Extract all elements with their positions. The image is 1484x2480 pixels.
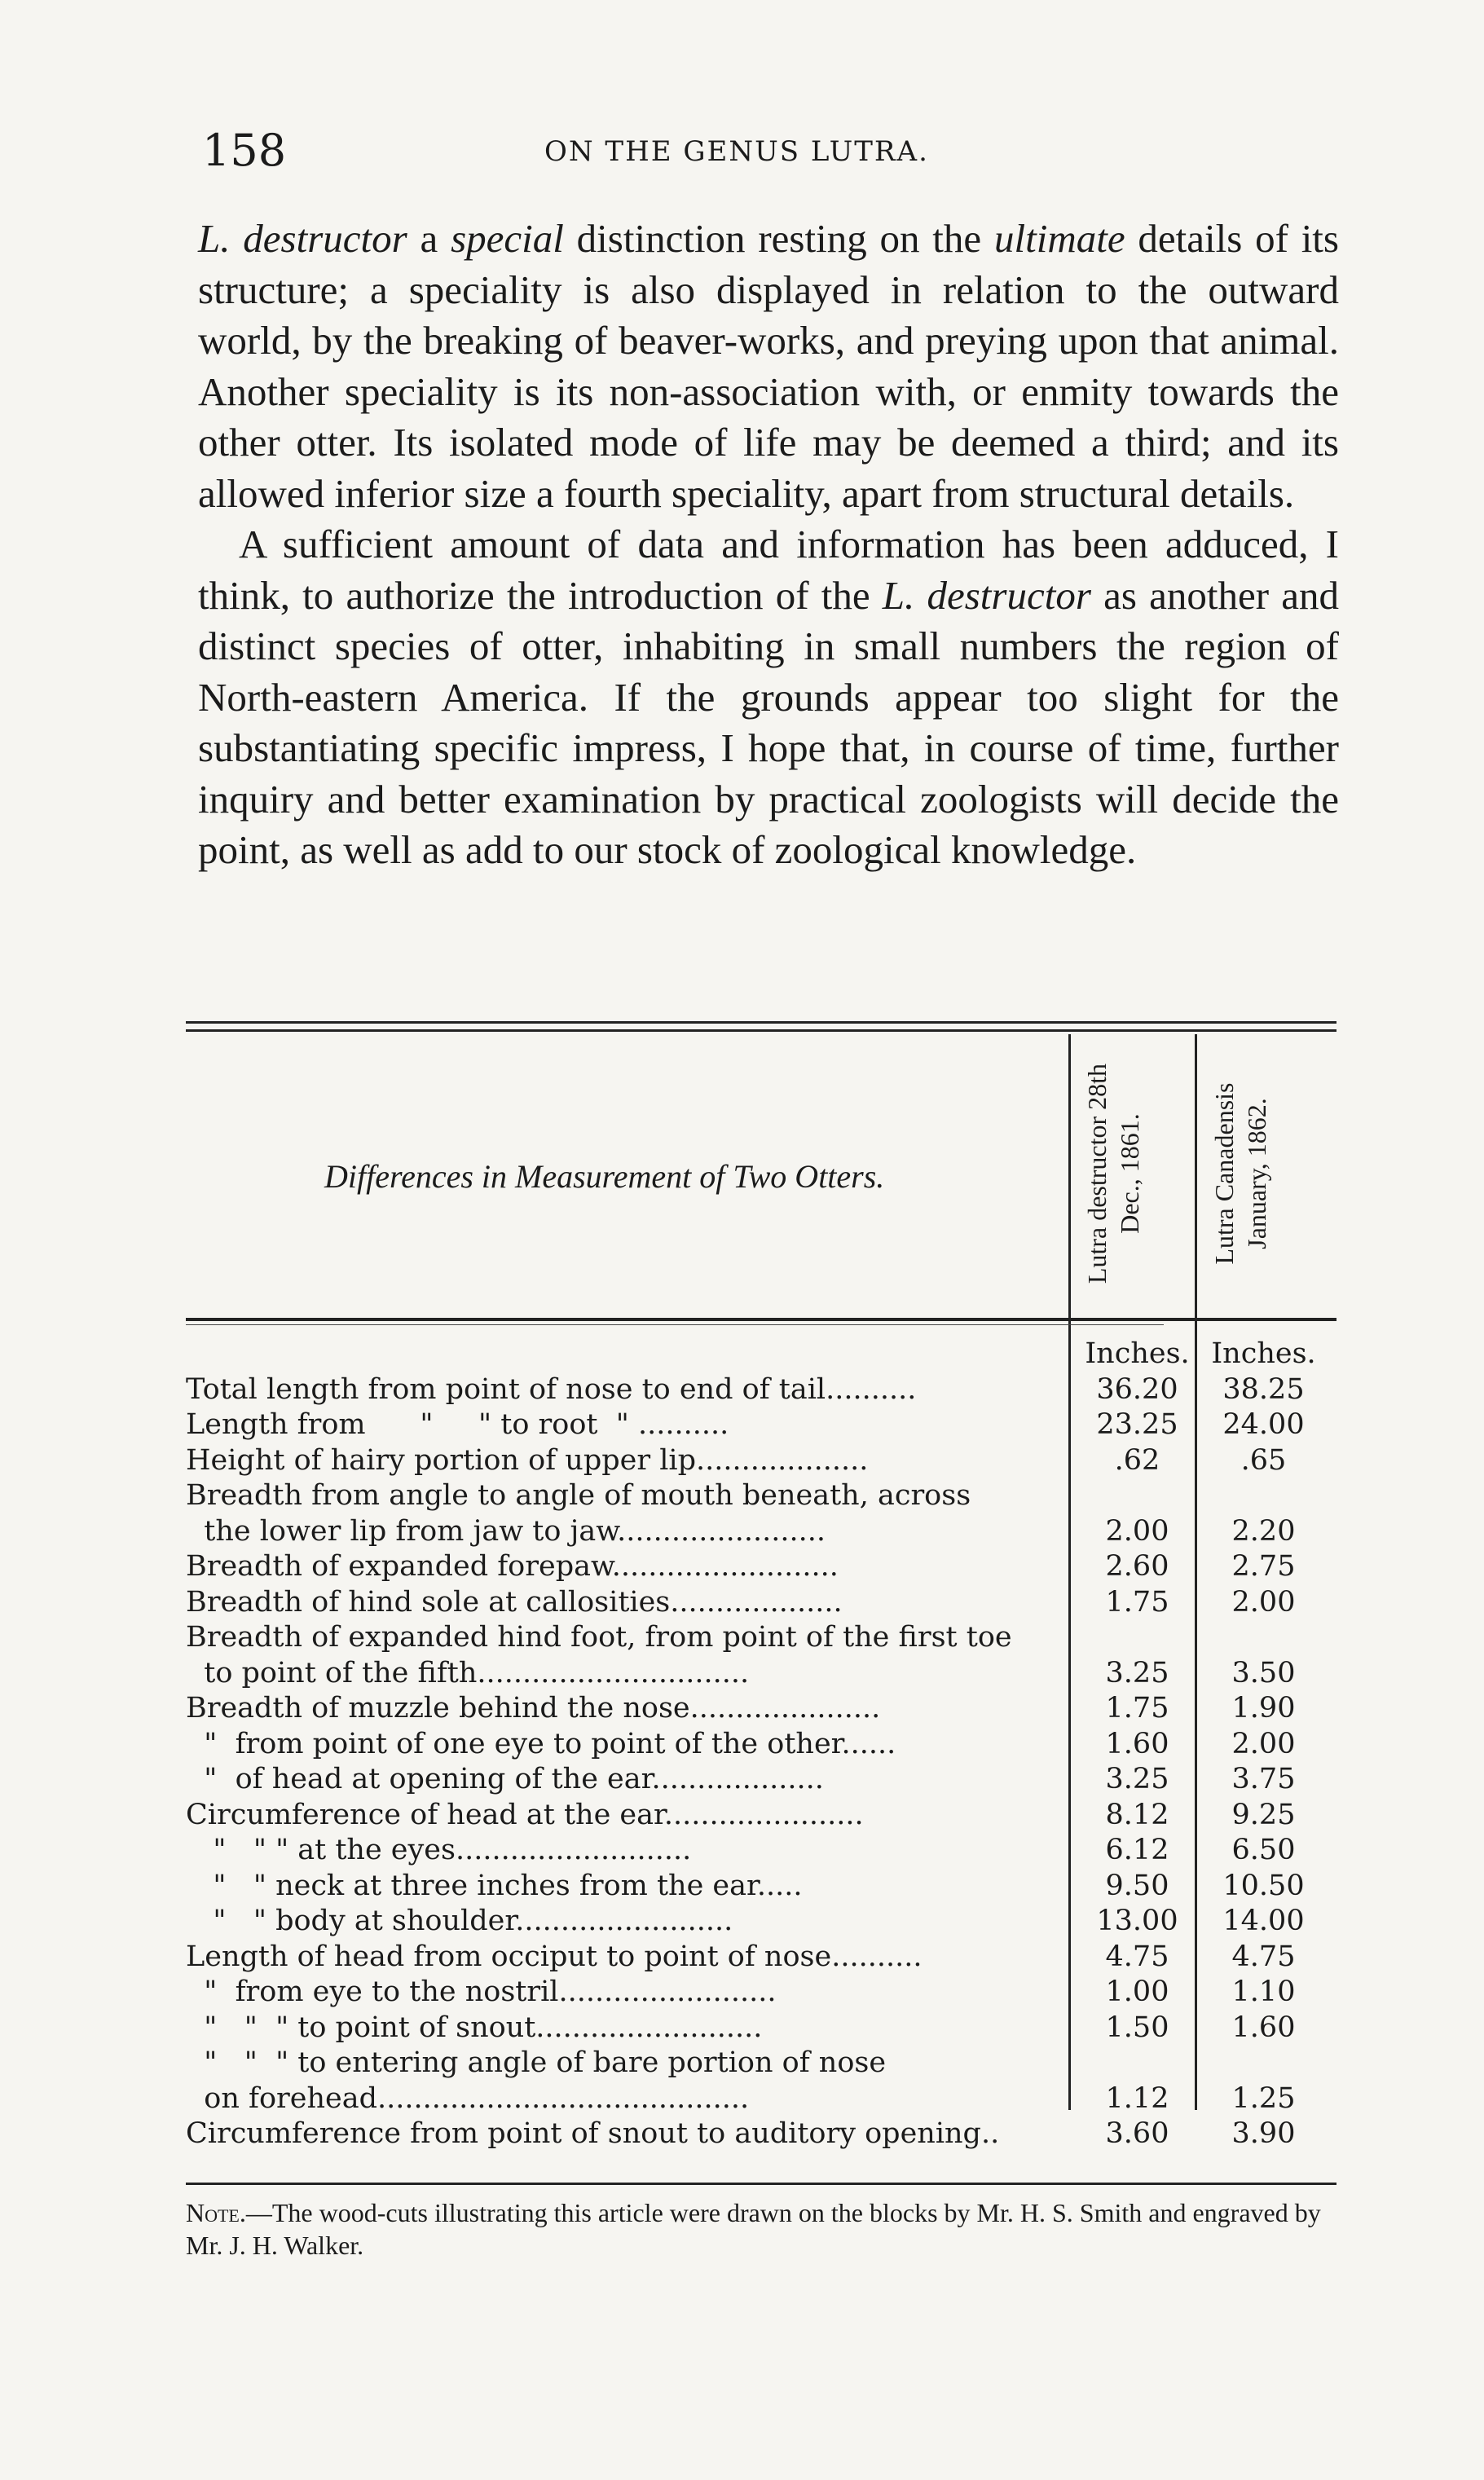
row-label: Circumference from point of snout to auditory opening.. [186, 2117, 1000, 2150]
value-lutra-destructor: 3.25 [1105, 1763, 1169, 1795]
value-lutra-canadensis: 14.00 [1222, 1905, 1305, 1937]
table-row [186, 2117, 1336, 2152]
column-header-lutra-canadensis: Lutra Canadensis January, 1862. [1209, 1082, 1271, 1265]
table-row [186, 1904, 1336, 1940]
row-label: Breadth from angle to angle of mouth beneath, across [186, 1479, 971, 1512]
table-row [186, 1478, 1336, 1514]
value-lutra-canadensis: .65 [1240, 1443, 1287, 1477]
row-label: Circumference of head at the ear...................... [186, 1798, 864, 1831]
value-lutra-canadensis: 2.00 [1231, 1727, 1296, 1760]
value-lutra-destructor: 1.00 [1105, 1976, 1169, 2008]
value-lutra-canadensis: 2.75 [1231, 1550, 1296, 1583]
row-label: Total length from point of nose to end of tail.......... [186, 1372, 917, 1406]
row-label: " " body at shoulder........................ [186, 1905, 733, 1937]
row-label: " " neck at three inches from the ear..... [186, 1869, 803, 1902]
note-text: —The wood-cuts illustrating this article were drawn on the blocks by Mr. H. S. Smith and engraved by Mr. J. H. Walker. [186, 2198, 1321, 2260]
unit-col1: Inches. [1085, 1337, 1190, 1370]
table-row [186, 1407, 1336, 1443]
value-lutra-destructor [1074, 2046, 1200, 2081]
value-lutra-canadensis: 38.25 [1222, 1372, 1305, 1406]
unit-col2: Inches. [1211, 1337, 1316, 1370]
table-row [186, 1549, 1336, 1585]
table-row [186, 1727, 1336, 1763]
table-row [186, 1869, 1336, 1905]
value-lutra-canadensis: 2.20 [1231, 1514, 1296, 1548]
value-lutra-destructor: .62 [1114, 1443, 1160, 1477]
header-rule [186, 1318, 1336, 1321]
units-row [186, 1337, 1336, 1372]
value-lutra-destructor: 23.25 [1096, 1408, 1178, 1441]
row-label: Breadth of expanded hind foot, from point of the first toe [186, 1621, 1012, 1654]
row-label: " " " to entering angle of bare portion of nose [186, 2046, 887, 2079]
table-row [186, 1656, 1336, 1692]
row-label: Breadth of muzzle behind the nose..................... [186, 1692, 881, 1725]
body-text [198, 214, 1339, 876]
row-label: Length from " " to root " .......... [186, 1408, 729, 1441]
table-body [186, 1337, 1336, 2152]
value-lutra-canadensis [1200, 2046, 1327, 2081]
table-row [186, 1443, 1336, 1479]
value-lutra-canadensis: 3.50 [1231, 1656, 1296, 1689]
value-lutra-canadensis: 1.10 [1231, 1976, 1296, 2008]
row-label: " " " at the eyes.......................... [186, 1834, 692, 1866]
table-row [186, 1940, 1336, 1976]
row-label: Breadth of expanded forepaw......................... [186, 1550, 839, 1583]
row-label: " from eye to the nostril........................ [186, 1976, 777, 2008]
table-caption: Differences in Measurement of Two Otters. [324, 1158, 885, 1195]
value-lutra-canadensis: 3.90 [1231, 2117, 1296, 2150]
footnote [186, 2183, 1336, 2262]
table-row [186, 1372, 1336, 1408]
paragraph-1: L. destructor a special distinction resting on the ultimate details of its structure; a speciality is also displayed in relation to the outward world, by the breaking of beaver-works, and preying upon that animal. Another speciality is its non-association with, or enmity towards the other otter. Its isolated mode of life may be deemed a third; and its allowed inferior size a fourth speciality, apart from structural details. [198, 216, 1339, 516]
page-header [202, 122, 1335, 179]
value-lutra-destructor: 36.20 [1096, 1372, 1178, 1406]
value-lutra-canadensis: 1.25 [1231, 2081, 1296, 2115]
value-lutra-destructor: 3.60 [1105, 2117, 1169, 2150]
value-lutra-canadensis: 2.00 [1231, 1585, 1296, 1619]
running-head: ON THE GENUS LUTRA. [544, 135, 929, 168]
table-row [186, 1585, 1336, 1621]
value-lutra-destructor: 13.00 [1096, 1905, 1178, 1937]
table-row [186, 1798, 1336, 1834]
value-lutra-canadensis: 10.50 [1222, 1869, 1305, 1902]
value-lutra-destructor: 1.75 [1105, 1585, 1169, 1619]
value-lutra-destructor: 1.75 [1105, 1692, 1169, 1725]
table-row [186, 1691, 1336, 1727]
table-row [186, 1620, 1336, 1656]
value-lutra-destructor: 1.12 [1105, 2081, 1169, 2115]
paragraph-2: A sufficient amount of data and information has been adduced, I think, to authorize the introduction of the L. destructor as another and distinct species of otter, inhabiting in small numbers the region of North-eastern America. If the grounds appear too slight for the substantiating specific impress, I hope that, in course of time, further inquiry and better examination by practical zoologists will decide the point, as well as add to our stock of zoological knowledge. [198, 522, 1339, 872]
value-lutra-canadensis: 3.75 [1231, 1763, 1296, 1795]
value-lutra-canadensis [1200, 1620, 1327, 1656]
table-row [186, 1975, 1336, 2011]
value-lutra-destructor: 4.75 [1105, 1940, 1169, 1973]
row-label: Length of head from occiput to point of nose.......... [186, 1940, 923, 1973]
value-lutra-canadensis [1200, 1478, 1327, 1514]
value-lutra-destructor: 9.50 [1105, 1869, 1169, 1902]
value-lutra-destructor: 2.00 [1105, 1514, 1169, 1548]
value-lutra-destructor: 2.60 [1105, 1550, 1169, 1583]
value-lutra-canadensis: 1.60 [1231, 2011, 1296, 2044]
row-label: " of head at opening of the ear................... [186, 1763, 824, 1795]
row-label: " " " to point of snout......................... [186, 2011, 763, 2044]
row-label: " from point of one eye to point of the other...... [186, 1727, 896, 1760]
table-row [186, 2011, 1336, 2046]
value-lutra-destructor: 8.12 [1105, 1798, 1169, 1831]
value-lutra-destructor: 1.50 [1105, 2011, 1169, 2044]
row-label: the lower lip from jaw to jaw....................... [186, 1514, 826, 1548]
header-rule-thin [186, 1324, 1164, 1325]
column-header-lutra-destructor: Lutra destructor 28th Dec., 1861. [1082, 1063, 1144, 1284]
table-row [186, 1514, 1336, 1550]
value-lutra-destructor: 3.25 [1105, 1656, 1169, 1689]
row-label: to point of the fifth.............................. [186, 1656, 750, 1689]
row-label: on forehead......................................... [186, 2081, 750, 2115]
table-row [186, 1762, 1336, 1798]
note-lead: Note. [186, 2198, 246, 2227]
value-lutra-canadensis: 6.50 [1231, 1834, 1296, 1866]
table-row [186, 2081, 1336, 2117]
value-lutra-destructor [1074, 1478, 1200, 1514]
table-row [186, 1833, 1336, 1869]
value-lutra-canadensis: 24.00 [1222, 1408, 1305, 1441]
value-lutra-destructor: 1.60 [1105, 1727, 1169, 1760]
table-top-rule [186, 1021, 1336, 1024]
row-label: Breadth of hind sole at callosities................... [186, 1585, 843, 1619]
value-lutra-canadensis: 1.90 [1231, 1692, 1296, 1725]
page-number: 158 [202, 125, 287, 176]
value-lutra-canadensis: 9.25 [1231, 1798, 1296, 1831]
table-row [186, 2046, 1336, 2081]
row-label: Height of hairy portion of upper lip................... [186, 1443, 869, 1477]
table-top-rule-2 [186, 1029, 1336, 1032]
value-lutra-canadensis: 4.75 [1231, 1940, 1296, 1973]
value-lutra-destructor [1074, 1620, 1200, 1656]
value-lutra-destructor: 6.12 [1105, 1834, 1169, 1866]
